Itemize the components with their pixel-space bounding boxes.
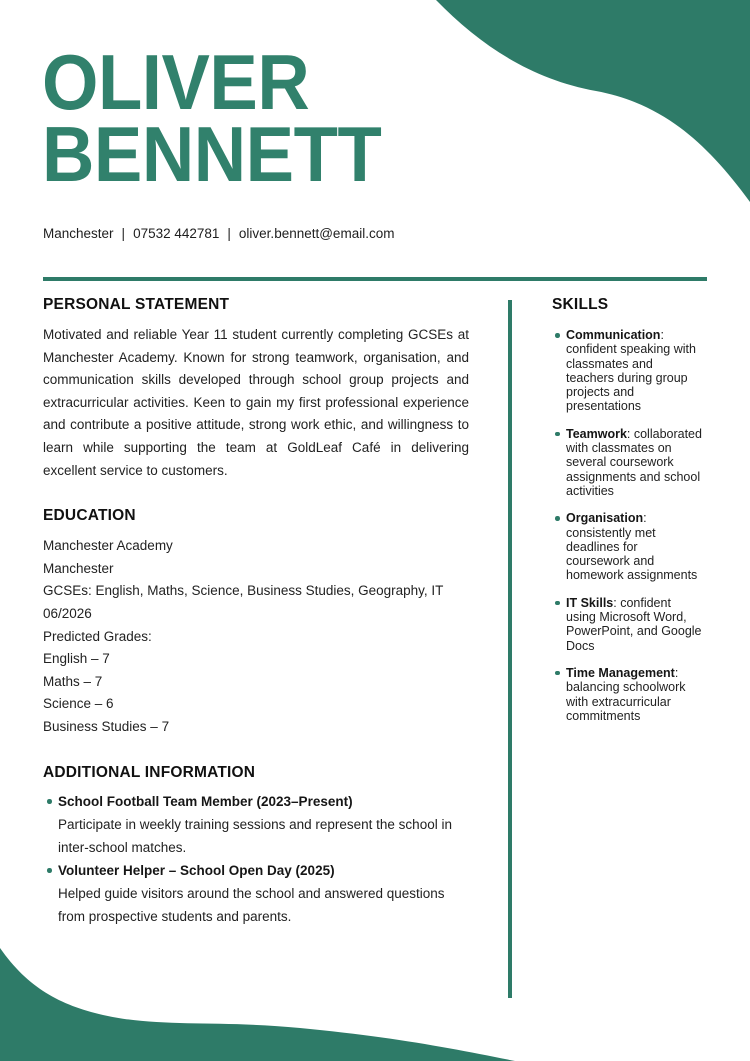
skill-separator: : xyxy=(660,328,664,342)
candidate-name xyxy=(42,38,382,198)
skill-name: Time Management xyxy=(566,665,675,680)
list-item xyxy=(552,596,704,653)
skill-name: IT Skills xyxy=(566,595,614,610)
skill-description: balancing schoolwork with extracurricular commitments xyxy=(566,680,686,723)
education-line: Predicted Grades: xyxy=(43,628,152,644)
list-item xyxy=(43,790,469,859)
contact-line xyxy=(43,226,394,241)
bullet-dot-icon xyxy=(555,671,560,676)
skill-description: collaborated with classmates on several coursework assignments and school activities xyxy=(566,426,702,498)
contact-phone: 07532 442781 xyxy=(133,226,220,241)
contact-separator: | xyxy=(121,226,126,241)
education-line: GCSEs: English, Maths, Science, Business Studies, Geography, IT xyxy=(43,583,444,599)
contact-email: oliver.bennett@email.com xyxy=(238,226,395,241)
header-divider-rule xyxy=(43,277,707,281)
education-line: Manchester xyxy=(43,560,114,576)
list-item xyxy=(552,511,704,582)
activity-description: Participate in weekly training sessions and represent the school in inter-school matches. xyxy=(58,816,452,855)
contact-separator: | xyxy=(227,226,231,241)
column-divider-rule xyxy=(508,300,512,998)
skills-sidebar xyxy=(552,296,704,723)
education-block xyxy=(43,535,469,738)
skills-list xyxy=(552,328,704,723)
activity-title: Volunteer Helper – School Open Day (2025) xyxy=(58,862,335,878)
skill-name: Teamwork xyxy=(566,426,627,441)
list-item xyxy=(552,666,704,723)
skill-name: Organisation xyxy=(566,511,644,526)
candidate-last-name: BENNETT xyxy=(42,110,382,198)
list-item xyxy=(43,859,469,928)
skill-separator: : xyxy=(643,511,647,526)
bullet-dot-icon xyxy=(555,432,560,437)
activity-description: Helped guide visitors around the school and answered questions from prospective students and parents. xyxy=(58,885,445,924)
bullet-dot-icon xyxy=(555,601,560,606)
bullet-dot-icon xyxy=(47,799,52,804)
skill-separator: : xyxy=(674,665,679,680)
additional-information-list xyxy=(43,790,469,928)
activity-title: School Football Team Member (2023–Present) xyxy=(58,793,353,809)
skill-name: Communication xyxy=(566,328,661,342)
skill-description: confident using Microsoft Word, PowerPoint, and Google Docs xyxy=(566,595,702,653)
education-line: Maths – 7 xyxy=(43,673,103,689)
bullet-dot-icon xyxy=(555,516,560,521)
education-heading: EDUCATION xyxy=(43,507,136,525)
skill-separator: : xyxy=(613,595,621,610)
skill-description: consistently met deadlines for coursework and homework assignments xyxy=(566,525,698,583)
skill-description: confident speaking with classmates and teachers during group projects and presentations xyxy=(566,342,696,414)
additional-information-heading: ADDITIONAL INFORMATION xyxy=(43,763,256,781)
education-line: Business Studies – 7 xyxy=(43,718,170,734)
contact-location: Manchester xyxy=(43,226,114,241)
education-line: Science – 6 xyxy=(43,696,114,712)
list-item xyxy=(552,427,704,498)
bullet-dot-icon xyxy=(555,333,560,338)
bullet-dot-icon xyxy=(47,868,52,873)
main-column xyxy=(43,296,469,928)
personal-statement-text: Motivated and reliable Year 11 student currently completing GCSEs at Manchester Academy. Known for strong teamwork, organisation, and communication skills developed through school group projects and extracurricular activities. Keen to gain my first professional experience and contribute a positive attitude, strong work ethic, and willingness to learn while supporting the team at GoldLeaf Café in delivering excellent service to customers. xyxy=(43,327,469,478)
personal-statement-heading: PERSONAL STATEMENT xyxy=(43,296,230,313)
education-line: Manchester Academy xyxy=(43,538,173,554)
skills-heading: SKILLS xyxy=(552,296,609,313)
candidate-first-name: OLIVER xyxy=(42,38,310,126)
education-line: 06/2026 xyxy=(43,605,92,621)
skill-separator: : xyxy=(626,426,634,441)
list-item xyxy=(552,328,704,414)
education-line: English – 7 xyxy=(43,651,110,667)
bottom-left-wave-decoration xyxy=(0,946,750,1061)
